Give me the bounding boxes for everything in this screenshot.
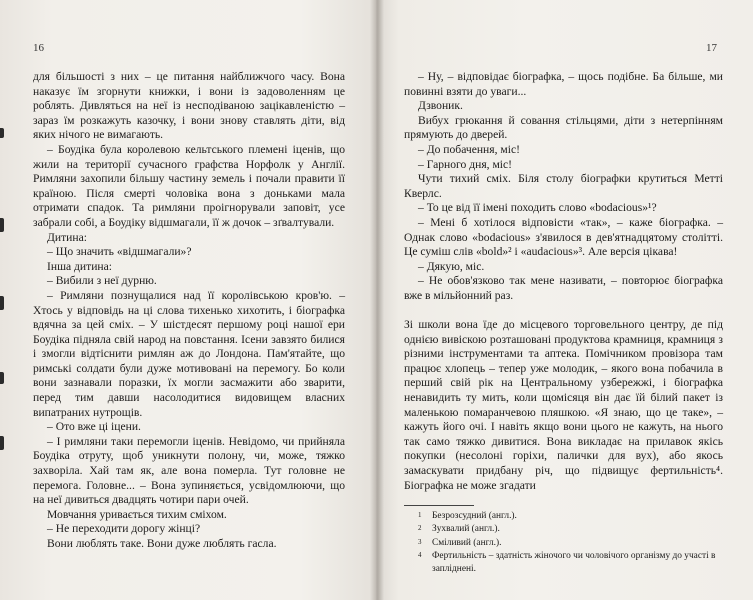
footnote-text: Безрозсудний (англ.). (432, 511, 517, 522)
paragraph: Дзвоник. (418, 99, 463, 113)
paragraph: – Не переходити дорогу жінці? (47, 522, 201, 536)
paragraph: Мовчання уривається тихим сміхом. (47, 507, 227, 521)
page-edge-mark (0, 436, 4, 450)
footnote (404, 550, 723, 576)
page-number: 17 (706, 42, 717, 54)
footnote (404, 510, 723, 523)
footnote-number: 1 (418, 511, 422, 520)
right-page-text (404, 70, 723, 576)
footnote-text: Фертильність – здатність жіночого чи чоловічого організму до участі в запліднені. (432, 550, 716, 575)
paragraph: – Не обов'язково так мене називати, – повторює біографка вже в мільйонний раз. (404, 274, 723, 302)
left-page (0, 0, 376, 600)
footnote (404, 537, 723, 550)
paragraph: – Мені б хотілося відповісти «так», – каже біографка. – Однак слово «bodacious» з'явилося в дев'ятнадцятому столітті. Це суміш слів «bold»² і «audacious»³. Але версія цікава! (404, 215, 723, 259)
paragraph: Інша дитина: (47, 259, 112, 273)
paragraph: – Вибили з неї дурню. (47, 274, 157, 288)
paragraph: – До побачення, міс! (418, 142, 520, 156)
paragraph: – Боудіка була королевою кельтського племені іценів, що жили на території сучасного графства Норфолк у Англії. Римляни захопили більшу частину земель і почали правити її країною. Після смерті чоловіка вона з доньками мала отримати спадок. Та римляни проігнорували заповіт, усе забрали собі, а Боудіку відшмагали, її ж дочок – зґвалтували. (33, 142, 345, 229)
paragraph: – То це від її імені походить слово «bodacious»¹? (418, 201, 657, 215)
page-edge-mark (0, 218, 4, 232)
footnote (404, 523, 723, 536)
footnote-number: 3 (418, 537, 422, 546)
footnote-text: Зухвалий (англ.). (432, 524, 500, 535)
paragraph: – І римляни таки перемогли іценів. Невідомо, чи прийняла Боудіка отруту, щоб уникнути полону, чи, може, тяжко захворіла. Хай там як, але вона померла. Тут головне не перемога. Головне... – Вона зупиняється, усвідомлюючи, що на неї дивиться двадцять чотири пари очей. (33, 434, 345, 507)
footnotes (404, 510, 723, 576)
footnote-text: Сміливий (англ.). (432, 537, 502, 548)
page-edge-mark (0, 372, 4, 384)
paragraph: для більшості з них – це питання найближчого часу. Вона наказує їм згорнути книжки, і вони із задоволенням це роблять. Дивляться на неї із несподіваною зацікавленістю – зараз їм розкажуть казочку, і вони знову ставлять діти, від яких нічого не вимагають. (33, 70, 345, 142)
paragraph: Дитина: (47, 230, 87, 244)
page-edge-mark (0, 296, 4, 310)
page-number: 16 (33, 42, 44, 54)
footnote-divider (404, 505, 474, 506)
left-page-text (33, 70, 345, 552)
paragraph: Зі школи вона їде до місцевого торговельного центру, де під однією вивіскою розташовані продуктова крамниця, крамниця з різними інструментами та аптека. Помічником провізора там працює хлопець – тепер уже молодик, – якого вона побачила в перший свій рік на Центральному узбережжі, і біографка ненавидить ту мить, коли щомісяця він дає їй білий пакет із маленькою помаранчевою пляшкою. «Я знаю, що це таке», – кажуть його очі. І навіть якщо вони цього не кажуть, на нього так само тяжко дивитися. Вона викладає на прилавок якісь покупки (несолоні горіхи, палички для вух), або якось замаскувати придбану річ, що підвищує фертильність⁴. Біографка не може згадати (404, 318, 723, 492)
paragraph: Вони люблять таке. Вони дуже люблять гасла. (47, 537, 277, 550)
paragraph: – Дякую, міс. (418, 259, 485, 273)
paragraph: – Ото вже ці іцени. (47, 420, 141, 434)
footnote-number: 2 (418, 524, 422, 533)
paragraph: – Ну, – відповідає біографка, – щось подібне. Ба більше, ми повинні взяти до уваги... (404, 70, 723, 98)
paragraph: – Гарного дня, міс! (418, 157, 513, 171)
paragraph: – Що значить «відшмагали»? (47, 245, 192, 259)
paragraph: Вибух грюкання й совання стільцями, діти з нетерпінням прямують до дверей. (404, 113, 723, 142)
footnote-number: 4 (418, 550, 422, 559)
page-edge-mark (0, 128, 4, 138)
paragraph: Чути тихий сміх. Біля столу біографки крутиться Метті Кверлс. (404, 172, 723, 200)
paragraph: – Римляни познущалися над її королівською кров'ю. – Хтось у відповідь на ці слова тихенько хихотить, і біографка вдячна за цей сміх. – У шістдесят першому році нашої ери Боудіка підняла свій народ на повстання. Ісени завзято билися і змогли відтіснити римлян аж до Лондона. Пам'ятайте, що римські солдати були дуже мотивовані на перемогу. Бо коли вони зазнавали поразки, їх могли засмажити або зварити, перед тим давши насолодитися видовищем власних випатраних нутрощів. (33, 288, 345, 419)
right-page (376, 0, 753, 600)
